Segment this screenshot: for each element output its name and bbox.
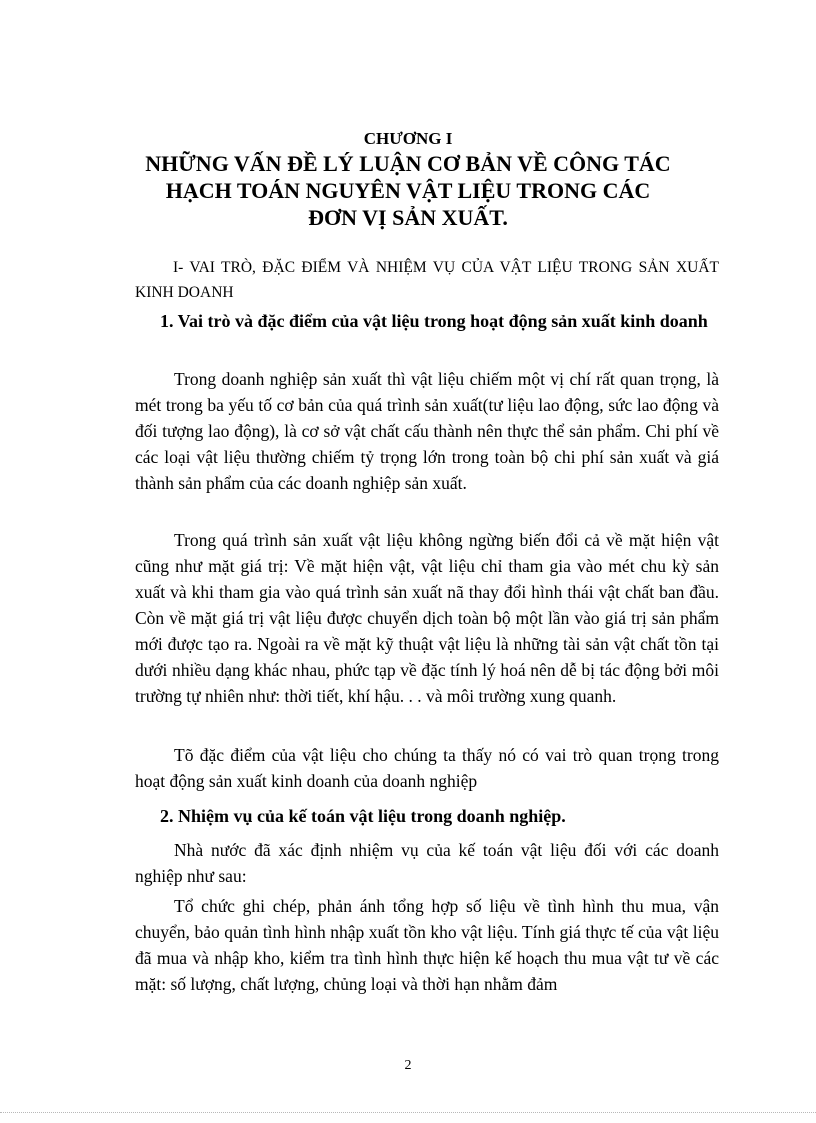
chapter-title-line: ĐƠN VỊ SẢN XUẤT. [308,205,508,230]
chapter-label: CHƯƠNG I [363,129,453,148]
page-number: 2 [404,1058,412,1073]
subsection-heading-1: 1. Vai trò và đặc điểm của vật liệu trong hoạt động sản xuất kinh doanh [160,311,708,331]
body-paragraph: Tõ đặc điểm của vật liệu cho chúng ta thấy nó có vai trò quan trọng trong hoạt động sản xuất kinh doanh của doanh nghiệp [135,745,719,791]
body-paragraph: Nhà nước đã xác định nhiệm vụ của kế toán vật liệu đối với các doanh nghiệp như sau: [135,840,719,886]
body-paragraph: Tổ chức ghi chép, phản ánh tổng hợp số liệu về tình hình thu mua, vận chuyển, bảo quản tình hình nhập xuất tồn kho vật liệu. Tính giá thực tế của vật liệu đã mua và nhập kho, kiểm tra tình hình thực hiện kế hoạch thu mua vật tư về các mặt: số lượng, chất lượng, chủng loại và thời hạn nhằm đảm [135,896,719,994]
subsection-heading-2: 2. Nhiệm vụ của kế toán vật liệu trong doanh nghiệp. [160,806,566,826]
section-heading: I- VAI TRÒ, ĐẶC ĐIỂM VÀ NHIỆM VỤ CỦA VẬT LIỆU TRONG SẢN XUẤT KINH DOANH [135,259,719,301]
chapter-title-line: NHỮNG VẤN ĐỀ LÝ LUẬN CƠ BẢN VỀ CÔNG TÁC [145,151,671,176]
chapter-title-line: HẠCH TOÁN NGUYÊN VẬT LIỆU TRONG CÁC [165,178,651,203]
body-paragraph: Trong quá trình sản xuất vật liệu không ngừng biến đổi cả về mặt hiện vật cũng như mặt giá trị: Về mặt hiện vật, vật liệu chỉ tham gia vào mét chu kỳ sản xuất và khi tham gia vào quá trình sản xuất nã thay đổi hình thái vật chất ban đầu. Còn về mặt giá trị vật liệu được chuyển dịch toàn bộ một lần vào giá trị sản phẩm mới được tạo ra. Ngoài ra về mặt kỹ thuật vật liệu là những tài sản vật chất tồn tại dưới nhiều dạng khác nhau, phức tạp về đặc tính lý hoá nên dễ bị tác động bởi môi trường tự nhiên như: thời tiết, khí hậu. . . và môi trường xung quanh. [135,530,719,706]
page-bottom-divider [0,1112,816,1113]
chapter-title [0,150,816,231]
body-paragraph: Trong doanh nghiệp sản xuất thì vật liệu chiếm một vị chí rất quan trọng, là mét trong ba yếu tố cơ bản của quá trình sản xuất(tư liệu lao động, sức lao động và đối tượng lao động), là cơ sở vật chất cấu thành nên thực thể sản phẩm. Chi phí về các loại vật liệu thường chiếm tỷ trọng lớn trong toàn bộ chi phí sản xuất và giá thành sản phẩm của các doanh nghiệp sản xuất. [135,369,719,493]
